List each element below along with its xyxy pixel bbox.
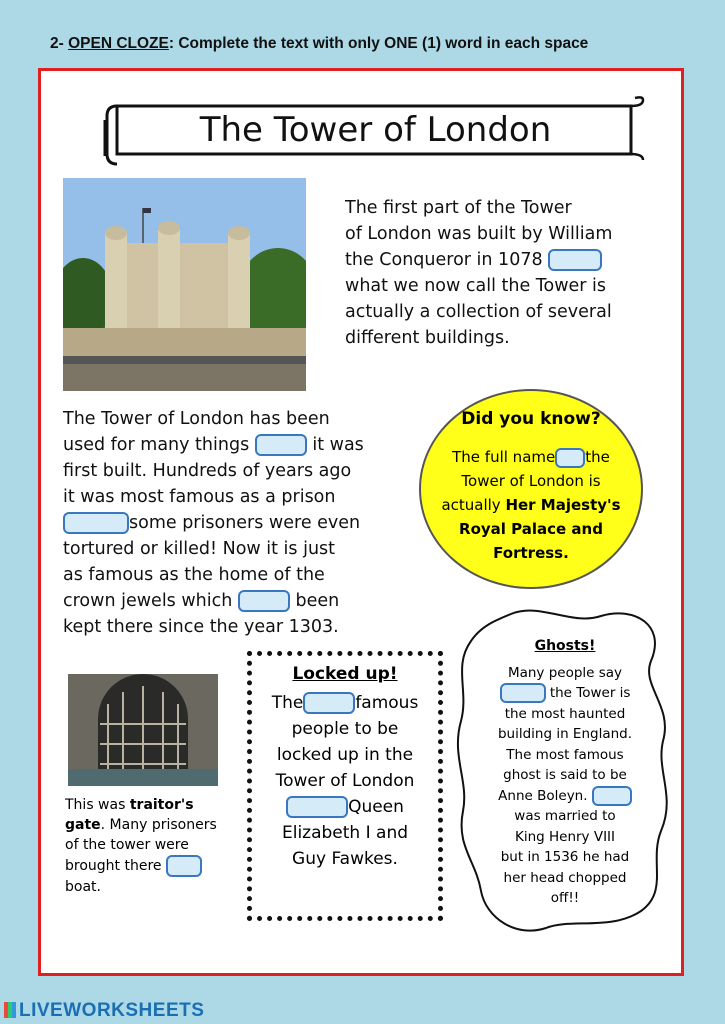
tower-photo [63, 178, 306, 391]
did-you-know-line: Tower of London is [461, 472, 601, 490]
blank-input-9[interactable] [500, 683, 546, 703]
caption-line: of the tower were [65, 837, 189, 853]
caption-line: brought there [65, 855, 240, 877]
caption-line: This was traitor's [65, 797, 194, 813]
main-line: kept there since the year 1303. [63, 617, 339, 637]
locked-up-line: Elizabeth I and [281, 823, 409, 843]
main-line: some prisoners were even [63, 510, 364, 536]
ghosts-line: The most famous [506, 746, 624, 763]
locked-up-heading: Locked up! [292, 664, 398, 684]
blank-input-5[interactable] [555, 448, 585, 468]
ghosts-line: but in 1536 he had [500, 849, 630, 865]
page-title: The Tower of London [199, 110, 552, 150]
traitors-gate-photo [68, 674, 218, 786]
title-banner [103, 96, 648, 168]
blank-input-6[interactable] [166, 855, 202, 877]
did-you-know-line: The full name the [452, 448, 610, 466]
locked-up-line: locked up in the [276, 745, 414, 765]
main-paragraph [63, 406, 364, 640]
ghosts-line: her head chopped [503, 869, 627, 886]
locked-up-line: people to be [291, 719, 399, 739]
main-line: it was most famous as a prison [63, 487, 336, 507]
ghosts-line: Anne Boleyn. [451, 786, 679, 807]
locked-up-line: Guy Fawkes. [292, 849, 398, 869]
main-line: The Tower of London has been [63, 409, 330, 429]
liveworksheets-logo: LIVEWORKSHEETS [4, 1000, 204, 1022]
instruction-label: OPEN CLOZE [68, 35, 169, 52]
did-you-know-circle [419, 389, 643, 589]
ghosts-line: was married to [514, 808, 616, 824]
instruction-text: : Complete the text with only ONE (1) word in each space [168, 35, 589, 52]
worksheet [38, 68, 684, 976]
ghosts-line: King Henry VIII [514, 828, 616, 845]
blank-input-10[interactable] [592, 786, 632, 806]
ghosts-line: building in England. [497, 726, 633, 742]
blank-input-2[interactable] [255, 434, 307, 456]
logo-icon [4, 1002, 16, 1018]
ghosts-heading: Ghosts! [534, 638, 596, 654]
main-line: as famous as the home of the [63, 565, 325, 585]
caption-line: gate. Many prisoners [65, 817, 217, 833]
ghosts-line: Many people say [507, 664, 623, 681]
gate-caption [65, 795, 240, 897]
did-you-know-heading: Did you know? [461, 409, 601, 429]
blank-input-3[interactable] [63, 512, 129, 534]
ghosts-line: the Tower is [451, 683, 679, 704]
main-line: used for many things it was [63, 435, 364, 455]
main-line: crown jewels which been [63, 591, 340, 611]
intro-line: what we now call the Tower is [345, 276, 607, 296]
intro-line: of London was built by William [345, 224, 613, 244]
intro-line: actually a collection of several [345, 302, 612, 322]
did-you-know-line: Royal Palace and [459, 520, 603, 538]
locked-up-line: Queen [252, 794, 438, 820]
ghosts-line: ghost is said to be [503, 767, 627, 783]
main-line: first built. Hundreds of years ago [63, 461, 352, 481]
intro-paragraph [345, 195, 612, 351]
did-you-know-line: actually Her Majesty's [441, 496, 621, 514]
instruction [50, 35, 588, 53]
ghosts-box [451, 606, 679, 936]
blank-input-4[interactable] [238, 590, 290, 612]
instruction-number: 2- [50, 35, 64, 52]
ghosts-line: off!! [550, 890, 580, 906]
blank-input-8[interactable] [286, 796, 348, 818]
locked-up-line: The famous [271, 693, 419, 713]
did-you-know-line: Fortress. [493, 544, 569, 562]
blank-input-1[interactable] [548, 249, 602, 271]
blank-input-7[interactable] [303, 692, 355, 714]
caption-line: boat. [65, 879, 101, 895]
intro-line: the Conqueror in 1078 [345, 247, 612, 273]
intro-line: The first part of the Tower [345, 198, 572, 218]
main-line: tortured or killed! Now it is just [63, 539, 336, 559]
locked-up-line: Tower of London [275, 771, 415, 791]
ghosts-text [451, 636, 679, 909]
intro-line: different buildings. [345, 328, 510, 348]
locked-up-box [247, 651, 443, 921]
ghosts-line: the most haunted [504, 705, 626, 722]
